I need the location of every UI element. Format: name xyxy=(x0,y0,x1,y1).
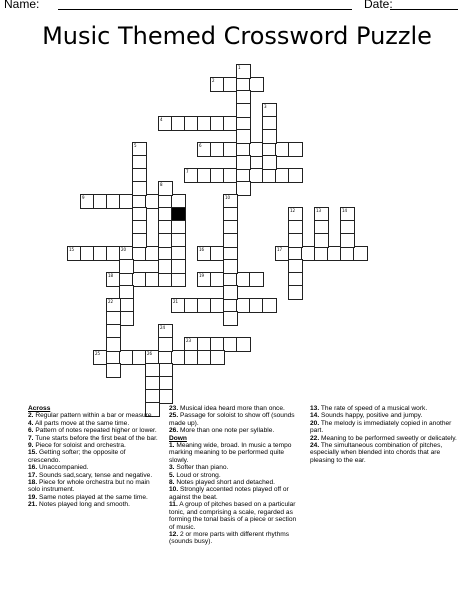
cell-number: 5 xyxy=(134,143,137,148)
grid-cell[interactable] xyxy=(236,181,251,196)
clue-item xyxy=(169,472,299,479)
cell-number: 9 xyxy=(82,195,85,200)
clue-number: 3. xyxy=(169,464,175,472)
grid-cell[interactable] xyxy=(262,155,277,170)
cell-number: 8 xyxy=(160,182,163,187)
clue-text: A group of pitches based on a particular tonic, and comprising a scale, regarded as forming the tonal basis of a piece or section of music. xyxy=(169,501,297,531)
grid-cell[interactable] xyxy=(262,129,277,144)
grid-cell[interactable] xyxy=(249,272,264,287)
clue-text: All parts move at the same time. xyxy=(33,419,130,427)
clue-number: 20. xyxy=(310,419,320,427)
clue-text: Strongly accented notes played off or against the beat. xyxy=(169,486,289,501)
clue-number: 25. xyxy=(169,412,179,420)
cell-number: 16 xyxy=(199,247,205,252)
cell-number: 18 xyxy=(108,273,114,278)
grid-cell[interactable] xyxy=(171,259,186,274)
clue-column-2 xyxy=(169,405,299,546)
clue-number: 15. xyxy=(28,449,38,457)
cell-number: 19 xyxy=(199,273,205,278)
cell-number: 2 xyxy=(212,78,215,83)
clue-text: Musical idea heard more than once. xyxy=(178,405,285,412)
clue-number: 22. xyxy=(310,434,320,442)
cell-number: 12 xyxy=(290,208,296,213)
grid-cell[interactable] xyxy=(249,77,264,92)
clue-text: Tune starts before the first beat of the bar. xyxy=(33,434,158,442)
clue-text: Passage for soloist to show off (sounds made up). xyxy=(169,412,295,427)
clue-item xyxy=(169,479,299,486)
clue-text: Pattern of notes repeated higher or lower. xyxy=(33,427,157,435)
grid-cell[interactable] xyxy=(158,337,173,352)
clue-item xyxy=(310,405,462,412)
clue-number: 17. xyxy=(28,471,38,479)
clue-number: 26. xyxy=(169,427,179,435)
cell-number: 17 xyxy=(277,247,283,252)
clue-column-3 xyxy=(310,405,462,464)
grid-cell[interactable] xyxy=(236,129,251,144)
grid-cell[interactable] xyxy=(223,285,238,300)
clue-text: 2 or more parts with different rhythms (sounds busy). xyxy=(169,530,290,546)
clue-item xyxy=(28,501,158,508)
clue-column-1 xyxy=(28,405,158,509)
across-heading: Across xyxy=(28,405,51,412)
clue-item xyxy=(28,442,158,449)
clue-text: Meaning wide, broad. In music a tempo marking meaning to be performed quite slowly. xyxy=(169,442,292,464)
clue-item xyxy=(169,501,299,531)
grid-cell[interactable] xyxy=(106,363,121,378)
cell-number: 15 xyxy=(69,247,75,252)
clue-number: 7. xyxy=(28,434,34,442)
cell-number: 22 xyxy=(108,299,114,304)
clue-number: 6. xyxy=(28,427,34,435)
cell-number: 20 xyxy=(121,247,127,252)
clue-item xyxy=(169,412,299,427)
cell-number: 7 xyxy=(186,169,189,174)
grid-cell[interactable] xyxy=(236,155,251,170)
cell-number: 23 xyxy=(186,338,192,343)
grid-cell[interactable] xyxy=(223,259,238,274)
clue-text: Same notes played at the same time. xyxy=(37,493,148,501)
clue-item xyxy=(28,464,158,471)
clue-text: Sounds sad,scary, tense and negative. xyxy=(37,471,153,479)
down-clues xyxy=(169,442,299,546)
clue-number: 24. xyxy=(310,442,320,450)
clue-text: Sounds happy, positive and jumpy. xyxy=(319,412,423,420)
grid-cell[interactable] xyxy=(340,233,355,248)
clue-text: Meaning to be performed sweetly or delicately. xyxy=(319,434,457,442)
clue-item xyxy=(169,442,299,464)
grid-cell[interactable] xyxy=(106,337,121,352)
clue-number: 1. xyxy=(169,442,175,450)
clue-number: 4. xyxy=(28,419,34,427)
cell-number: 25 xyxy=(95,351,101,356)
clue-text: Unaccompanied. xyxy=(37,464,89,472)
clue-text: Notes played short and detached. xyxy=(174,479,275,487)
grid-cell[interactable] xyxy=(119,259,134,274)
clue-text: Getting softer; the opposite of crescendo. xyxy=(28,449,126,464)
clue-item xyxy=(28,427,158,434)
clue-text: Piece for soloist and orchestra. xyxy=(33,442,126,450)
clue-item xyxy=(169,405,299,412)
down-clues-continued xyxy=(310,405,462,464)
clue-item xyxy=(169,531,299,546)
grid-cell[interactable] xyxy=(236,64,251,79)
clue-item xyxy=(28,420,158,427)
clue-item xyxy=(310,435,462,442)
across-clues xyxy=(28,412,158,508)
clue-text: The simultaneous combination of pitches, especially when blended into chords that are pleasing to the ear. xyxy=(310,442,443,464)
clue-item xyxy=(310,420,462,435)
clue-number: 5. xyxy=(169,471,175,479)
clue-text: Notes played long and smooth. xyxy=(37,501,130,509)
grid-cell[interactable] xyxy=(132,181,147,196)
cell-number: 3 xyxy=(264,104,267,109)
cell-number: 14 xyxy=(342,208,348,213)
grid-cell[interactable] xyxy=(353,246,368,261)
clue-item xyxy=(169,464,299,471)
down-heading: Down xyxy=(169,434,187,442)
clue-number: 11. xyxy=(169,501,178,509)
clue-item xyxy=(28,479,158,494)
across-clues-continued xyxy=(169,405,299,435)
clue-text: The rate of speed of a musical work. xyxy=(319,405,428,412)
clue-item xyxy=(28,449,158,464)
cell-number: 1 xyxy=(238,65,241,70)
clue-item xyxy=(28,412,158,419)
grid-cell[interactable] xyxy=(119,311,134,326)
clue-number: 12. xyxy=(169,530,179,538)
grid-cell[interactable] xyxy=(171,272,186,287)
cell-number: 24 xyxy=(160,325,166,330)
grid-cell[interactable] xyxy=(262,298,277,313)
clue-item xyxy=(310,442,462,464)
cell-number: 21 xyxy=(173,299,179,304)
cell-number: 13 xyxy=(316,208,322,213)
clue-text: Regular pattern within a bar or measure. xyxy=(33,412,154,420)
grid-cell[interactable] xyxy=(210,350,225,365)
clue-number: 19. xyxy=(28,493,38,501)
clue-item xyxy=(310,412,462,419)
page-title: Music Themed Crossword Puzzle xyxy=(42,22,432,50)
grid-cell[interactable] xyxy=(236,337,251,352)
grid-cell[interactable] xyxy=(158,181,173,196)
grid-cell[interactable] xyxy=(236,103,251,118)
clue-item xyxy=(169,427,299,434)
cell-number: 4 xyxy=(160,117,163,122)
clue-item xyxy=(169,486,299,501)
clue-text: Softer than piano. xyxy=(174,464,229,472)
clue-item xyxy=(28,435,158,442)
clue-number: 18. xyxy=(28,479,38,487)
cell-number: 6 xyxy=(199,143,202,148)
grid-cell[interactable] xyxy=(314,233,329,248)
grid-cell[interactable] xyxy=(158,389,173,404)
clue-item xyxy=(28,494,158,501)
grid-cell[interactable] xyxy=(288,142,303,157)
clue-text: Piece for whole orchestra but no main solo instrument. xyxy=(28,479,150,494)
clue-text: The melody is immediately copied in another part. xyxy=(310,419,452,435)
clue-number: 23. xyxy=(169,405,179,412)
cell-number: 26 xyxy=(147,351,153,356)
clue-number: 2. xyxy=(28,412,34,420)
clue-number: 21. xyxy=(28,501,38,509)
clue-text: Loud or strong. xyxy=(174,471,221,479)
clue-number: 9. xyxy=(28,442,34,450)
clue-number: 14. xyxy=(310,412,320,420)
cell-number: 10 xyxy=(225,195,231,200)
clue-number: 10. xyxy=(169,486,179,494)
date-label: Date: xyxy=(364,0,393,11)
grid-cell[interactable] xyxy=(223,311,238,326)
name-label: Name: xyxy=(4,0,40,11)
grid-cell[interactable] xyxy=(223,233,238,248)
clue-number: 8. xyxy=(169,479,175,487)
grid-cell[interactable] xyxy=(132,233,147,248)
clue-number: 13. xyxy=(310,405,320,412)
grid-cell[interactable] xyxy=(288,168,303,183)
grid-cell[interactable] xyxy=(288,285,303,300)
clue-text: More than one note per syllable. xyxy=(178,427,275,435)
clue-list xyxy=(28,405,468,605)
clue-item xyxy=(28,472,158,479)
grid-cell[interactable] xyxy=(288,233,303,248)
clue-number: 16. xyxy=(28,464,38,472)
